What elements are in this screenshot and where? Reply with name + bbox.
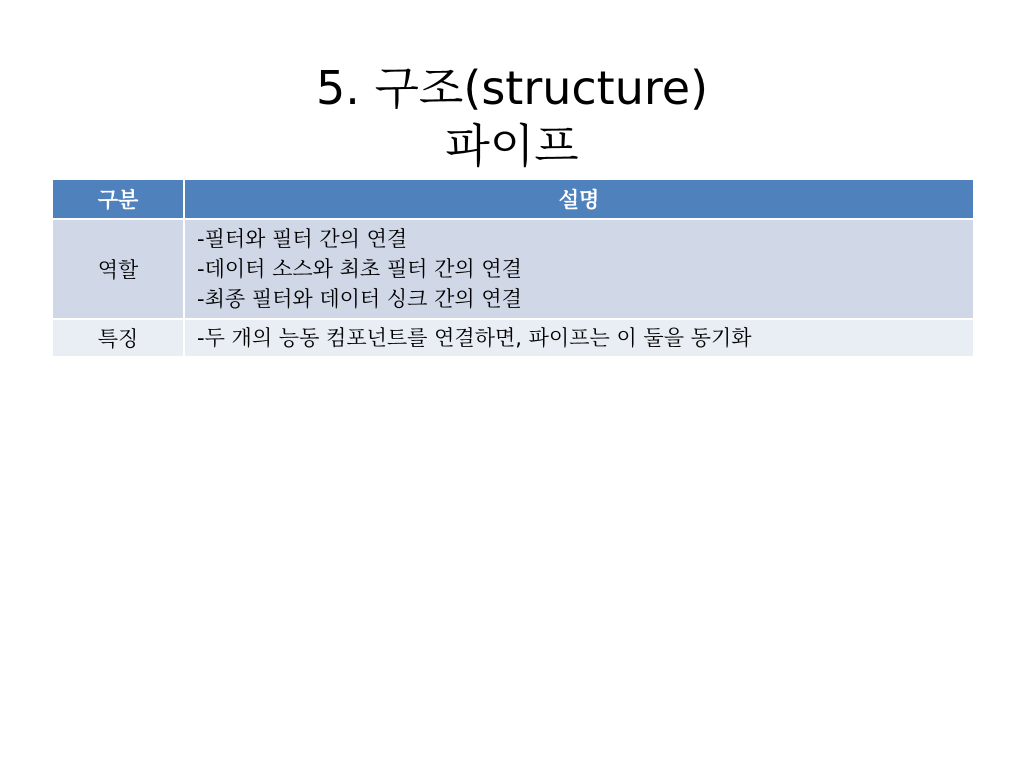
header-description: 설명 [184,179,974,219]
description-line: -두 개의 능동 컴포넌트를 연결하면, 파이프는 이 둘을 동기화 [197,326,752,350]
table-row [52,219,974,319]
header-category: 구분 [52,179,184,219]
description-line: -데이터 소스와 최초 필터 간의 연결 [197,257,522,281]
table-row [52,319,974,357]
table-header-row [52,179,974,219]
description-line: -최종 필터와 데이터 싱크 간의 연결 [197,287,522,311]
slide-title-line-1: 5. 구조(structure) [315,60,709,115]
row-description [184,319,974,357]
description-line: -필터와 필터 간의 연결 [197,227,408,251]
info-table [51,178,975,358]
slide-title [0,59,1024,175]
row-description [184,219,974,319]
row-label: 역할 [52,219,184,319]
row-label: 특징 [52,319,184,357]
slide-title-line-2: 파이프 [445,118,579,173]
